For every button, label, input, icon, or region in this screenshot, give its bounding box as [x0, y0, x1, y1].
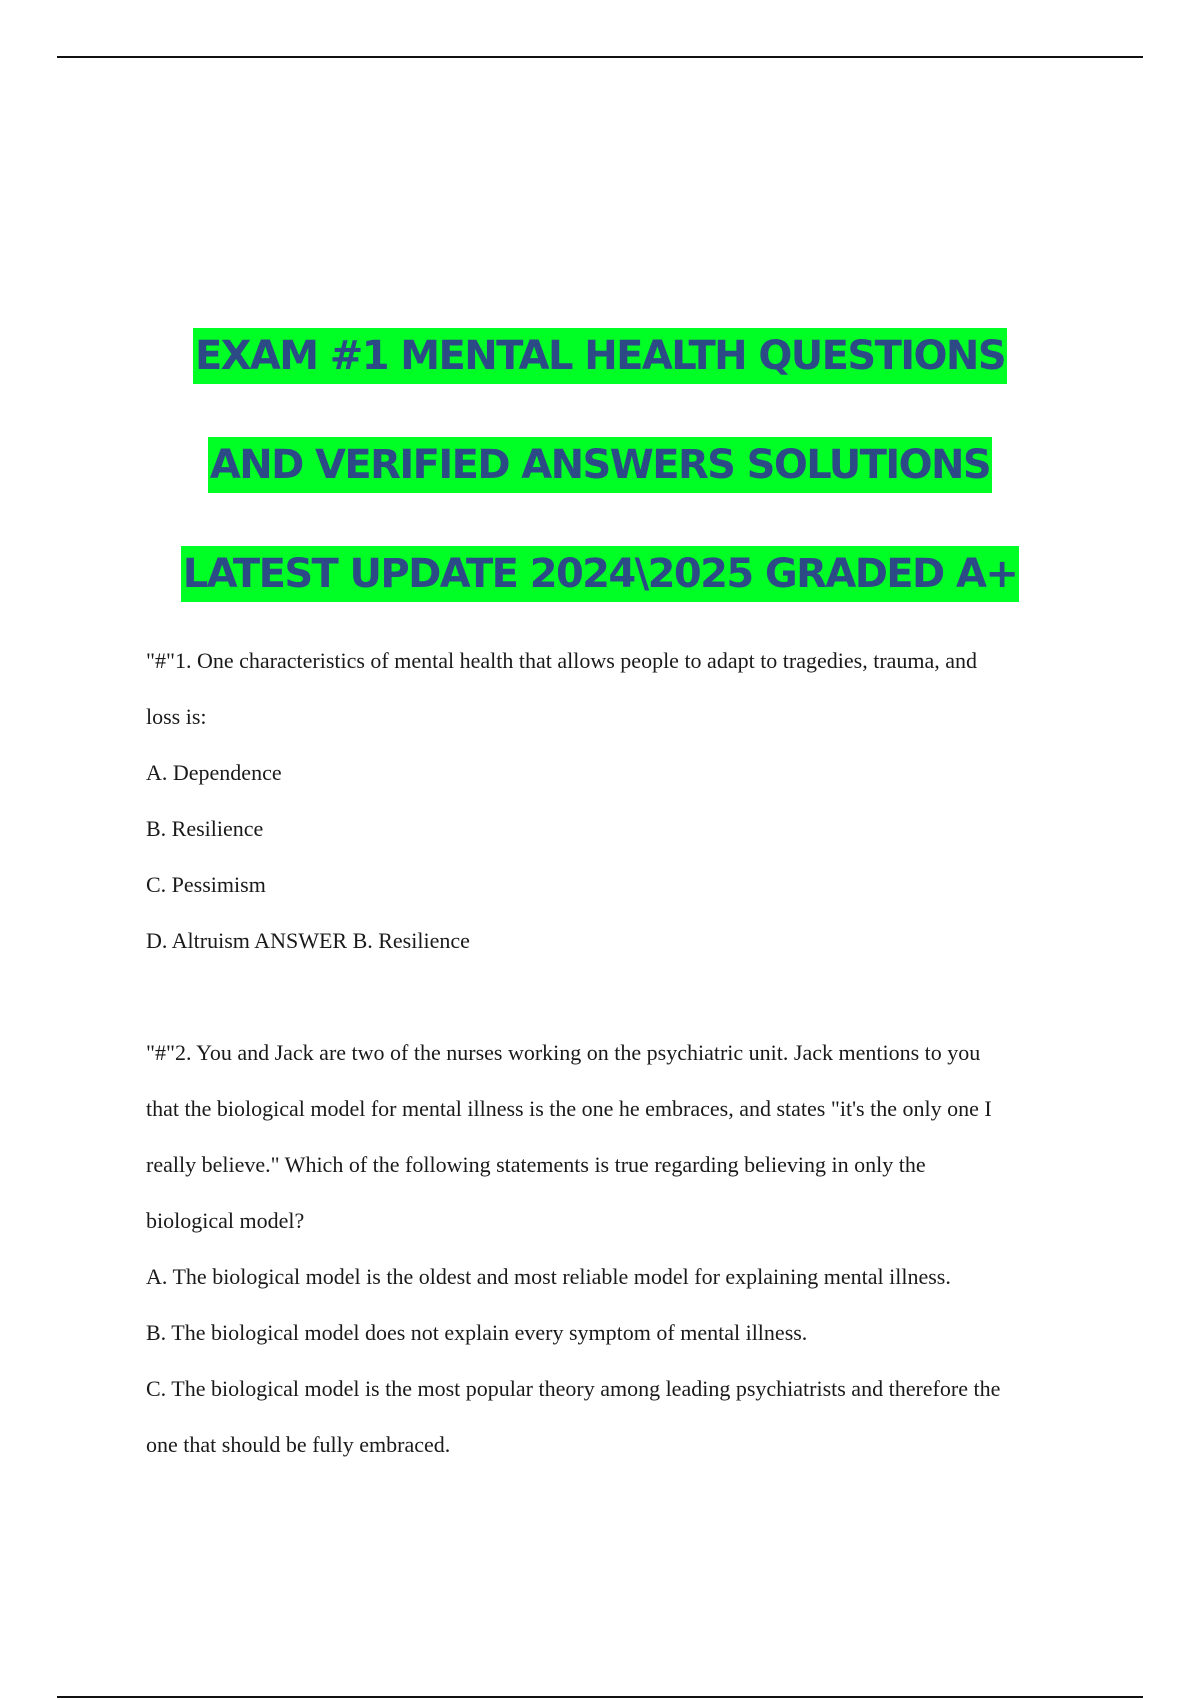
question-2-option-c-line-2: one that should be fully embraced. — [146, 1432, 451, 1457]
question-1-stem-line-1: "#"1. One characteristics of mental health that allows people to adapt to tragedies, trauma, and — [146, 648, 978, 673]
title-line-2 — [0, 419, 1200, 528]
question-1-option-d-answer: D. Altruism ANSWER B. Resilience — [146, 928, 470, 953]
title-line-3-text: LATEST UPDATE 2024\2025 GRADED A+ — [181, 546, 1019, 602]
question-2-option-a: A. The biological model is the oldest and most reliable model for explaining mental illness. — [146, 1264, 951, 1289]
title-line-1 — [0, 310, 1200, 419]
title-line-3 — [0, 528, 1200, 637]
question-2-stem-line-1: "#"2. You and Jack are two of the nurses working on the psychiatric unit. Jack mentions to you — [146, 1040, 981, 1065]
bottom-rule — [57, 1696, 1143, 1698]
question-1-stem-line-2: loss is: — [146, 704, 207, 729]
question-1-option-a: A. Dependence — [146, 760, 282, 785]
document-title — [0, 310, 1200, 637]
question-1-option-b: B. Resilience — [146, 816, 264, 841]
question-2-stem-line-2: that the biological model for mental illness is the one he embraces, and states "it's the only one I — [146, 1096, 992, 1121]
question-2-stem-line-3: really believe." Which of the following statements is true regarding believing in only the — [146, 1152, 926, 1177]
question-2-stem-line-4: biological model? — [146, 1208, 305, 1233]
questions-body — [146, 633, 1096, 1473]
top-rule — [57, 56, 1143, 58]
title-line-2-text: AND VERIFIED ANSWERS SOLUTIONS — [208, 437, 992, 493]
question-1-option-c: C. Pessimism — [146, 872, 266, 897]
question-1 — [146, 633, 1096, 969]
question-2-option-b: B. The biological model does not explain every symptom of mental illness. — [146, 1320, 808, 1345]
question-spacer — [146, 969, 1096, 1025]
title-line-1-text: EXAM #1 MENTAL HEALTH QUESTIONS — [193, 328, 1007, 384]
question-2 — [146, 1025, 1096, 1473]
question-2-option-c-line-1: C. The biological model is the most popular theory among leading psychiatrists and therefore the — [146, 1376, 1001, 1401]
